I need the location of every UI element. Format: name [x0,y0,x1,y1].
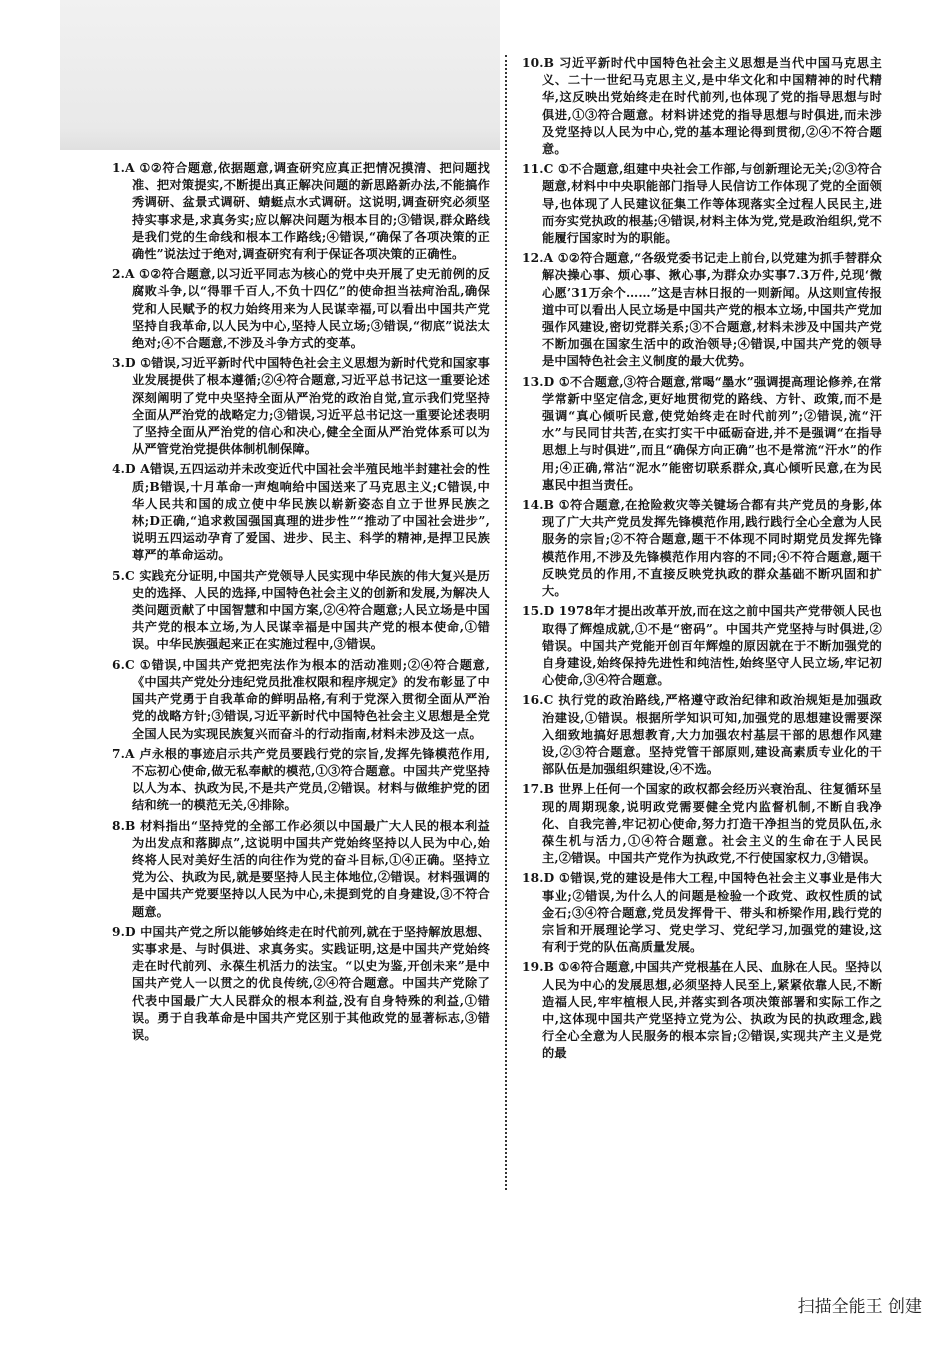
answer-explanation: 卢永根的事迹启示共产党员要践行党的宗旨,发挥先锋模范作用,不忘初心使命,做无私奉献的模范,①③符合题意。中国共产党坚持以人为本、执政为民,不是共产党员,②错误。材料与做维护党的团结和统一的模范无关,④排除。 [132,746,490,813]
answer-number: 1.A [112,161,135,175]
answer-explanation: ①错误,党的建设是伟大工程,中国特色社会主义事业是伟大事业;②错误,为什么人的问题是检验一个政党、政权性质的试金石;③④符合题意,党员发挥骨干、带头和桥梁作用,践行党的宗旨和开展理论学习、党史学习、党纪学习,加强党的建设,这有利于党的队伍高质量发展。 [542,871,882,955]
answer-item [112,461,490,564]
answer-item [112,355,490,458]
answer-item [112,568,490,654]
answer-item [522,959,882,1062]
answer-explanation: ①不合题意,③符合题意,常喝“墨水”强调提高理论修养,在常学常新中坚定信念,更好地贯彻党的路线、方针、政策,而不是强调“真心倾听民意,使党始终走在时代前列”;②错误,流“汗水”与民同甘共苦,在实打实干中砥砺奋进,并不是强调“在指导思想上与时俱进”,而且“确保方向正确”也不是常流“汗水”的作用;④正确,常沾“泥水”能密切联系群众,真心倾听民意,在为民惠民中担当责任。 [542,374,882,492]
scanned-paper-top-strip [60,0,500,160]
answer-explanation: ①②符合题意,“各级党委书记走上前台,以党建为抓手替群众解决操心事、烦心事、揪心事,为群众办实事7.3万件,兑现‘微心愿’31万余个……”这是吉林日报的一则新闻。从这则宣传报道中可以看出人民立场是中国共产党的根本立场,中国共产党加强作风建设,密切党群关系;③不合题意,材料未涉及中国共产党不断加强在国家生活中的政治领导;④错误,中国共产党的领导是中国特色社会主义制度的最大优势。 [542,251,882,369]
answer-explanation: ①错误,中国共产党把宪法作为根本的活动准则;②④符合题意,《中国共产党处分违纪党员批准权限和程序规定》的发布彰显了中国共产党勇于自我革命的鲜明品格,有利于党深入贯彻全面从严治党的战略方针;③错误,习近平新时代中国特色社会主义思想是全党全国人民为实现民族复兴而奋斗的行动指南,材料未涉及这一点。 [132,657,490,741]
scanner-watermark: 扫描全能王 创建 [797,1297,922,1317]
answer-number: 14.B [522,498,555,513]
answer-number: 6.C [112,657,135,672]
answer-explanation: ①②符合题意,以习近平同志为核心的党中央开展了史无前例的反腐败斗争,以“得罪千百人,不负十四亿”的使命担当祛疴治乱,确保党和人民赋予的权力始终用来为人民谋幸福,可以看出中国共产党坚持自我革命,以人民为中心,坚持人民立场;③错误,“彻底”说法太绝对;④不合题意,不涉及斗争方式的变革。 [132,267,490,351]
answer-number: 9.D [112,924,136,939]
answer-item [522,497,882,600]
answer-item [112,160,490,263]
answer-explanation: ①符合题意,在抢险救灾等关键场合都有共产党员的身影,体现了广大共产党员发挥先锋模范作用,践行践行全心全意为人民服务的宗旨;②不符合题意,题干不体现不同时期党员发挥先锋模范作用,不涉及先锋模范作用内容的不同;④不符合题意,题干反映党员的作用,不直接反映党执政的群众基础不断巩固和扩大。 [542,498,882,599]
answer-explanation: ①④符合题意,中国共产党根基在人民、血脉在人民。坚持以人民为中心的发展思想,必须坚持人民至上,紧紧依靠人民,不断造福人民,牢牢植根人民,并落实到各项决策部署和实际工作之中,这体现中国共产党坚持立党为公、执政为民的执政理念,践行全心全意为人民服务的根本宗旨;②错误,实现共产主义是党的最 [542,960,882,1061]
answer-explanation: 世界上任何一个国家的政权都会经历兴衰治乱、往复循环呈现的周期现象,说明政党需要健全党内监督机制,不断自我净化、自我完善,牢记初心使命,努力打造干净担当的党员队伍,永葆生机与活力,①④符合题意。社会主义的生命在于人民民主,②错误。中国共产党作为执政党,不行使国家权力,③错误。 [542,782,882,866]
answer-item [522,781,882,867]
answer-item [112,746,490,815]
answer-number: 15.D [522,604,555,619]
answer-item [522,161,882,247]
answer-explanation: 执行党的政治路线,严格遵守政治纪律和政治规矩是加强政治建设,①错误。根据所学知识可知,加强党的思想建设需要深入细致地搞好思想教育,大力加强农村基层干部的思想作风建设,②③符合题意。坚持党管干部原则,建设高素质专业化的干部队伍是加强组织建设,④不选。 [542,693,882,777]
answer-number: 13.D [522,374,555,389]
answer-item [112,657,490,743]
answer-number: 8.B [112,818,136,833]
answer-number: 4.D [112,462,136,477]
answer-number: 3.D [112,356,136,371]
answer-explanation: 习近平新时代中国特色社会主义思想是当代中国马克思主义、二十一世纪马克思主义,是中华文化和中国精神的时代精华,这反映出党始终走在时代前列,也体现了党的指导思想与时俱进,①③符合题意。材料讲述党的指导思想与时俱进,而未涉及党坚持以人民为中心,党的基本理论得到贯彻,②④不符合题意。 [542,56,882,157]
answer-item [522,870,882,956]
answer-number: 16.C [522,693,554,708]
answer-item [112,266,490,352]
answer-explanation: ①②符合题意,依据题意,调查研究应真正把情况摸清、把问题找准、把对策提实,不断提出真正解决问题的新思路新办法,不能搞作秀调研、盆景式调研、蜻蜓点水式调研。这说明,调查研究必须坚持实事求是,求真务实;应以解决问题为根本目的;③错误,群众路线是我们党的生命线和根本工作路线;④错误,“确保了各项决策的正确性”说法过于绝对,调查研究有利于保证各项决策的正确性。 [132,161,490,262]
answer-explanation: 1978年才提出改革开放,而在这之前中国共产党带领人民也取得了辉煌成就,①不是“密码”。中国共产党坚持与时俱进,②错误。中国共产党能开创百年辉煌的原因就在于不断加强党的自身建设,始终保持先进性和纯洁性,始终坚守人民立场,牢记初心使命,③④符合题意。 [542,604,882,688]
answer-item [522,692,882,778]
answer-number: 11.C [522,162,554,177]
answer-explanation: ①不合题意,组建中央社会工作部,与创新理论无关;②③符合题意,材料中中央职能部门指导人民信访工作体现了党的全面领导,也体现了人民建议征集工作等体现落实全过程人民民主,进而夯实党执政的根基;④错误,材料主体为党,党是政治组织,党不能履行国家时为的职能。 [542,162,882,246]
answer-number: 12.A [522,251,554,266]
answer-item [522,603,882,689]
answer-item [112,924,490,1044]
answer-column-right [522,55,882,1066]
answer-number: 17.B [522,782,555,797]
column-divider [505,55,507,1190]
answer-explanation: 实践充分证明,中国共产党领导人民实现中华民族的伟大复兴是历史的选择、人民的选择,中国特色社会主义的创新和发展,为解决人类问题贡献了中国智慧和中国方案,②④符合题意;人民立场是中国共产党的根本立场,为人民谋幸福是中国共产党的根本使命,①错误。中华民族强起来正在实施过程中,③错误。 [132,568,490,652]
answer-item [522,250,882,370]
answer-item [522,374,882,494]
answer-explanation: 中国共产党之所以能够始终走在时代前列,就在于坚持解放思想、实事求是、与时俱进、求真务实。实践证明,这是中国共产党始终走在时代前列、永葆生机活力的法宝。“以史为鉴,开创未来”是中国共产党人一以贯之的优良传统,②④符合题意。中国共产党除了代表中国最广大人民群众的根本利益,没有自身特殊的利益,①错误。勇于自我革命是中国共产党区别于其他政党的显著标志,③错误。 [132,924,490,1042]
answer-item [522,55,882,158]
answer-number: 10.B [522,56,555,70]
answer-number: 2.A [112,267,135,282]
answer-number: 19.B [522,960,555,975]
answer-column-left [112,160,490,1047]
answer-explanation: A错误,五四运动并未改变近代中国社会半殖民地半封建社会的性质;B错误,十月革命一声炮响给中国送来了马克思主义;C错误,中华人民共和国的成立使中华民族以崭新姿态自立于世界民族之林;D正确,“追求救国强国真理的进步性”“推动了中国社会进步”,说明五四运动孕育了爱国、进步、民主、科学的精神,是捍卫民族尊严的革命运动。 [132,462,490,563]
answer-explanation: ①错误,习近平新时代中国特色社会主义思想为新时代党和国家事业发展提供了根本遵循;②④符合题意,习近平总书记这一重要论述深刻阐明了党中央坚持全面从严治党的政治自觉,宣示我们党坚持全面从严治党的战略定力;③错误,习近平总书记这一重要论述表明了坚持全面从严治党的信心和决心,健全全面从严治党体系可以为从严管党治党提供体制机制保障。 [132,356,490,457]
answer-number: 7.A [112,746,135,761]
answer-number: 5.C [112,568,135,583]
answer-number: 18.D [522,871,555,886]
answer-item [112,818,490,921]
answer-explanation: 材料指出“坚持党的全部工作必须以中国最广大人民的根本利益为出发点和落脚点”,这说明中国共产党始终坚持以人民为中心,始终将人民对美好生活的向往作为党的奋斗目标,①④正确。坚持立党为公、执政为民,就是要坚持人民主体地位,②错误。材料强调的是中国共产党要坚持以人民为中心,未提到党的自身建设,③不符合题意。 [132,818,490,919]
